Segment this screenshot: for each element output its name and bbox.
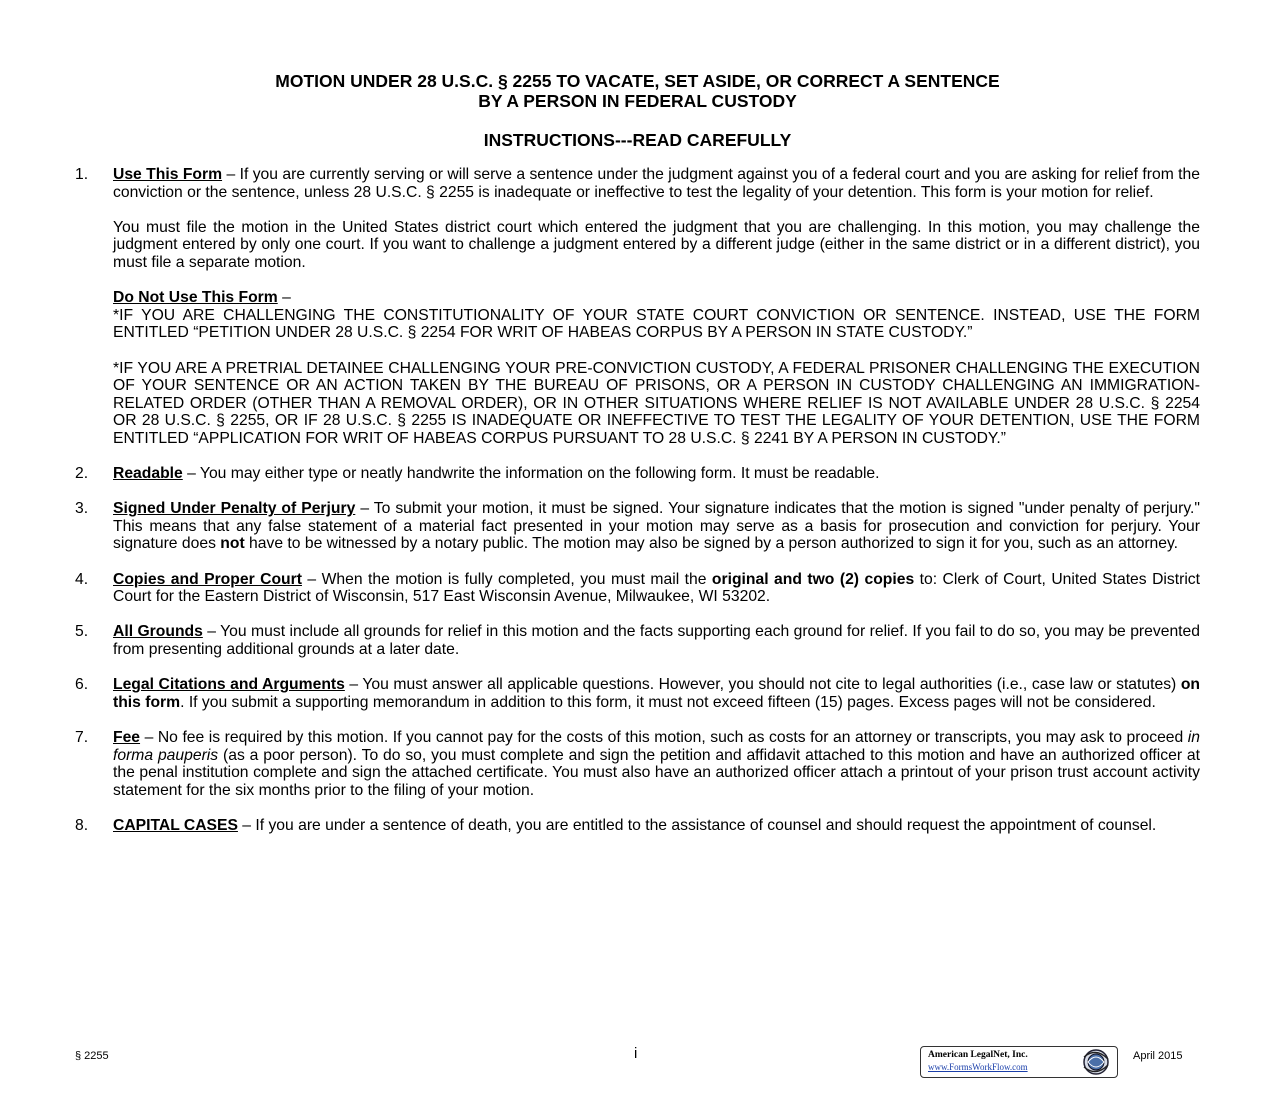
revision-date: April 2015 bbox=[1133, 1050, 1183, 1062]
instruction-item-2 bbox=[75, 465, 1200, 483]
item-number: 4. bbox=[75, 570, 89, 588]
item-number: 8. bbox=[75, 816, 89, 834]
do-not-use-paragraph-1: *IF YOU ARE CHALLENGING THE CONSTITUTIONALITY OF YOUR STATE COURT CONVICTION OR SENTENCE. INSTEAD, USE THE FORM ENTITLED “PETITION UNDER 28 U.S.C. § 2254 FOR WRIT OF HABEAS CORPUS BY A PERSON IN STATE CUSTODY.” bbox=[113, 306, 1200, 342]
item-number: 2. bbox=[75, 465, 89, 483]
instruction-item-7: 7. Fee – No fee is required by this motion. If you cannot pay for the costs of this motion, such as costs for an attorney or transcripts, you may ask to proceed in forma pauperis (as a poor person). To do so, you must complete and sign the petition and affidavit attached to this motion and have an authorized officer at the penal institution complete and sign the attached certificate. You must also have an authorized officer attach a printout of your prison trust account activity statement for the six months prior to the filing of your motion. bbox=[75, 729, 1200, 799]
item-number: 6. bbox=[75, 676, 89, 694]
title-line-2: BY A PERSON IN FEDERAL CUSTODY bbox=[478, 91, 797, 111]
item-number: 5. bbox=[75, 623, 89, 641]
item-number: 7. bbox=[75, 729, 89, 746]
instruction-item-3: 3. Signed Under Penalty of Perjury – To submit your motion, it must be signed. Your signature indicates that the motion is signed "under penalty of perjury." This means that any false statement of a material fact presented in your motion may serve as a basis for prosecution and conviction for perjury. Your signature does not have to be witnessed by a notary public. The motion may also be signed by a person authorized to sign it for you, such as an attorney. bbox=[75, 500, 1200, 553]
logo-company-name: American LegalNet, Inc. bbox=[928, 1050, 1028, 1060]
form-number: § 2255 bbox=[75, 1050, 109, 1062]
item-text: – If you are currently serving or will serve a sentence under the judgment against you of a federal court and you are asking for relief from the conviction or the sentence, unless 28 U.S.C. § 2255 is inadequate or ineffective to test the legality of your detention. This form is your motion for relief. bbox=[113, 166, 1200, 201]
item-heading: Copies and Proper Court bbox=[113, 570, 302, 588]
item-heading: Use This Form bbox=[113, 166, 223, 183]
globe-icon bbox=[1079, 1047, 1113, 1077]
do-not-use-paragraph-2: *IF YOU ARE A PRETRIAL DETAINEE CHALLENGING YOUR PRE-CONVICTION CUSTODY, A FEDERAL PRISONER CHALLENGING THE EXECUTION OF YOUR SENTENCE OR AN ACTION TAKEN BY THE BUREAU OF PRISONS, OR A PERSON IN CUSTODY CHALLENGING AN IMMIGRATION-RELATED ORDER (OTHER THAN A REMOVAL ORDER), OR IN OTHER SITUATIONS WHERE RELIEF IS NOT AVAILABLE UNDER 28 U.S.C. § 2254 OR 28 U.S.C. § 2255, OR IF 28 U.S.C. § 2255 IS INADEQUATE OR INEFFECTIVE TO TEST THE LEGALITY OF YOUR DETENTION, USE THE FORM ENTITLED “APPLICATION FOR WRIT OF HABEAS CORPUS PURSUANT TO 28 U.S.C. § 2241 BY A PERSON IN CUSTODY.” bbox=[113, 359, 1200, 447]
instructions-list bbox=[75, 166, 1200, 835]
item-heading: Signed Under Penalty of Perjury bbox=[113, 500, 356, 518]
title-line-1: MOTION UNDER 28 U.S.C. § 2255 TO VACATE, SET ASIDE, OR CORRECT A SENTENCE bbox=[275, 71, 1000, 91]
item-text: – If you are under a sentence of death, you are entitled to the assistance of counsel and should request the appointment of counsel. bbox=[237, 816, 1157, 834]
item-heading: Readable bbox=[113, 465, 183, 483]
instruction-item-4: 4. Copies and Proper Court – When the motion is fully completed, you must mail the original and two (2) copies to: Clerk of Court, United States District Court for the Eastern District of Wisconsin, 517 East Wisconsin Avenue, Milwaukee, WI 53202. bbox=[75, 570, 1201, 606]
instruction-item-5 bbox=[75, 623, 1200, 658]
item-heading: All Grounds bbox=[113, 623, 203, 641]
logo-url-link[interactable]: www.FormsWorkFlow.com bbox=[928, 1062, 1028, 1072]
instructions-heading: INSTRUCTIONS---READ CAREFULLY bbox=[483, 130, 792, 150]
american-legalnet-logo[interactable] bbox=[920, 1046, 1118, 1078]
item-text: – You must include all grounds for relief in this motion and the facts supporting each ground for relief. If you fail to do so, you may be prevented from presenting additional grounds at a later date. bbox=[113, 623, 1200, 659]
item-text: – You may either type or neatly handwrite the information on the following form. It must be readable. bbox=[182, 465, 880, 483]
instruction-item-8 bbox=[75, 817, 1200, 835]
item-number: 1. bbox=[75, 166, 89, 183]
item-number: 3. bbox=[75, 500, 89, 518]
page-number: i bbox=[634, 1045, 638, 1062]
instruction-item-6: 6. Legal Citations and Arguments – You must answer all applicable questions. However, you should not cite to legal authorities (i.e., case law or statutes) on this form. If you submit a supporting memorandum in addition to this form, it must not exceed fifteen (15) pages. Excess pages will not be considered. bbox=[75, 676, 1200, 711]
instruction-item-1: 1. Use This Form – If you are currently serving or will serve a sentence under the judgment against you of a federal court and you are asking for relief from the conviction or the sentence, unless 28 U.S.C. § 2255 is inadequate or ineffective to test the legality of your detention. This form is your motion for relief. You must file the motion in the United States district court which entered the judgment that you are challenging. In this motion, you may challenge the judgment entered by only one court. If you want to challenge a judgment entered by a different judge (either in the same district or in a different district), you must file a separate motion. Do Not Use This Form – *IF YOU ARE CHALLENGING THE CONSTITUTIONALITY OF YOUR STATE COURT CONVICTION OR SENTENCE. INSTEAD, USE THE FORM ENTITLED “PETITION UNDER 28 U.S.C. § 2254 FOR WRIT OF HABEAS CORPUS BY A PERSON IN STATE CUSTODY.” *IF YOU ARE A PRETRIAL DETAINEE CHALLENGING YOUR PRE-CONVICTION CUSTODY, A FEDERAL PRISONER CHALLENGING THE EXECUTION OF YOUR SENTENCE OR AN ACTION TAKEN BY THE BUREAU OF PRISONS, OR A PERSON IN CUSTODY CHALLENGING AN IMMIGRATION-RELATED ORDER (OTHER THAN A REMOVAL ORDER), OR IN OTHER SITUATIONS WHERE RELIEF IS NOT AVAILABLE UNDER 28 U.S.C. § 2254 OR 28 U.S.C. § 2255, OR IF 28 U.S.C. § 2255 IS INADEQUATE OR INEFFECTIVE TO TEST THE LEGALITY OF YOUR DETENTION, USE THE FORM ENTITLED “APPLICATION FOR WRIT OF HABEAS CORPUS PURSUANT TO 28 U.S.C. § 2241 BY A PERSON IN CUSTODY.” bbox=[75, 166, 1200, 447]
do-not-use-heading: Do Not Use This Form bbox=[113, 289, 278, 307]
item-paragraph: You must file the motion in the United States district court which entered the judgment that you are challenging. In this motion, you may challenge the judgment entered by only one court. If you want to challenge a judgment entered by a different judge (either in the same district or in a different district), you must file a separate motion. bbox=[113, 218, 1200, 271]
item-heading: Legal Citations and Arguments bbox=[113, 676, 345, 694]
item-heading: Fee bbox=[113, 729, 141, 746]
item-heading: CAPITAL CASES bbox=[113, 816, 238, 834]
